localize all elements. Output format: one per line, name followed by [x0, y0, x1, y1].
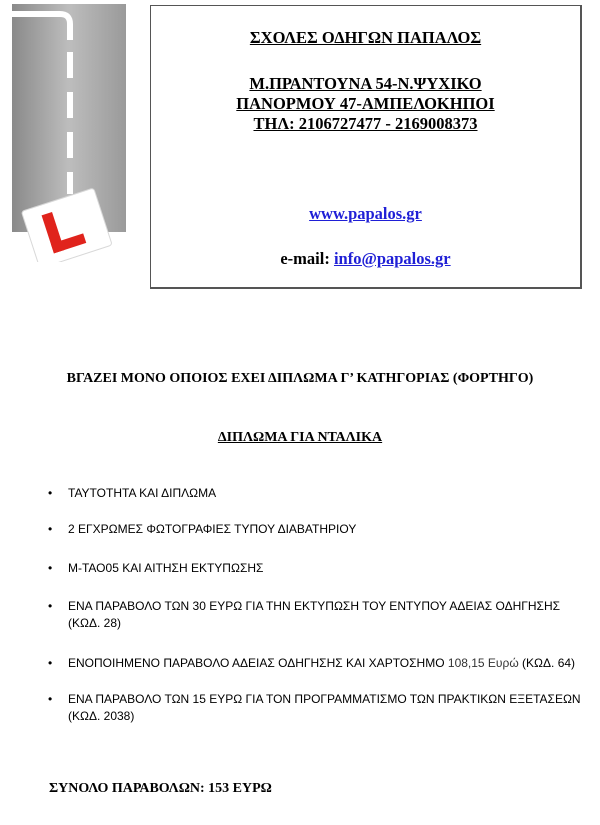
- document-title: ΔΙΠΛΩΜΑ ΓΙΑ ΝΤΑΛΙΚΑ: [217, 430, 383, 445]
- bullet-icon: •: [48, 599, 53, 613]
- bullet-icon: •: [48, 486, 53, 500]
- bullet-icon: •: [48, 522, 53, 536]
- list-item-text: ΤΑΥΤΟΤΗΤΑ ΚΑΙ ΔΙΠΛΩΜΑ: [68, 486, 217, 500]
- bullet-icon: •: [48, 692, 53, 706]
- requirement-note: ΒΓΑΖΕΙ ΜΟΝΟ ΟΠΟΙΟΣ ΕΧΕΙ ΔΙΠΛΩΜΑ Γ’ ΚΑΤΗΓΟΡΙΑΣ (ΦΟΡΤΗΓΟ): [66, 371, 534, 386]
- fees-total: ΣΥΝΟΛΟ ΠΑΡΑΒΟΛΩΝ: 153 ΕΥΡΩ: [49, 781, 272, 796]
- phone-line: ΤΗΛ: 2106727477 - 2169008373: [253, 114, 478, 133]
- email-label: e-mail:: [280, 249, 330, 268]
- website-link[interactable]: www.papalos.gr: [309, 204, 422, 223]
- contact-box: [150, 5, 582, 289]
- bullet-icon: •: [48, 656, 53, 670]
- email-link[interactable]: info@papalos.gr: [333, 249, 451, 268]
- list-item-text: 2 ΕΓΧΡΩΜΕΣ ΦΩΤΟΓΡΑΦΙΕΣ ΤΥΠΟΥ ΔΙΑΒΑΤΗΡΙΟΥ: [68, 522, 357, 536]
- list-item-text: ΕΝΑ ΠΑΡΑΒΟΛΟ ΤΩΝ 30 ΕΥΡΩ ΓΙΑ ΤΗΝ ΕΚΤΥΠΩΣΗ ΤΟΥ ΕΝΤΥΠΟΥ ΑΔΕΙΑΣ ΟΔΗΓΗΣΗΣ (ΚΩΔ. 28): [68, 599, 561, 630]
- list-item-text: ΕΝΑ ΠΑΡΑΒΟΛΟ ΤΩΝ 15 ΕΥΡΩ ΓΙΑ ΤΟΝ ΠΡΟΓΡΑΜΜΑΤΙΣΜΟ ΤΩΝ ΠΡΑΚΤΙΚΩΝ ΕΞΕΤΑΣΕΩΝ (ΚΩΔ. 2038): [68, 692, 581, 723]
- address-line-1: Μ.ΠΡΑΝΤΟΥΝΑ 54-Ν.ΨΥΧΙΚΟ: [249, 74, 482, 93]
- list-item-text: Μ-ΤΑΟ05 ΚΑΙ ΑΙΤΗΣΗ ΕΚΤΥΠΩΣΗΣ: [68, 561, 264, 575]
- address-line-2: ΠΑΝΟΡΜΟΥ 47-ΑΜΠΕΛΟΚΗΠΟΙ: [236, 94, 495, 113]
- list-item-text-end: (ΚΩΔ. 64): [518, 656, 576, 670]
- school-name: ΣΧΟΛΕΣ ΟΔΗΓΩΝ ΠΑΠΑΛΟΣ: [249, 28, 482, 47]
- learner-road-icon: [8, 0, 148, 262]
- list-item-text: [68, 655, 588, 672]
- fee-amount: 108,15 Ευρώ: [447, 656, 519, 670]
- bullet-icon: •: [48, 561, 53, 575]
- list-item-text-start: ΕΝΟΠΟΙΗΜΕΝΟ ΠΑΡΑΒΟΛΟ ΑΔΕΙΑΣ ΟΔΗΓΗΣΗΣ ΚΑΙ ΧΑΡΤΟΣΗΜΟ: [68, 656, 448, 670]
